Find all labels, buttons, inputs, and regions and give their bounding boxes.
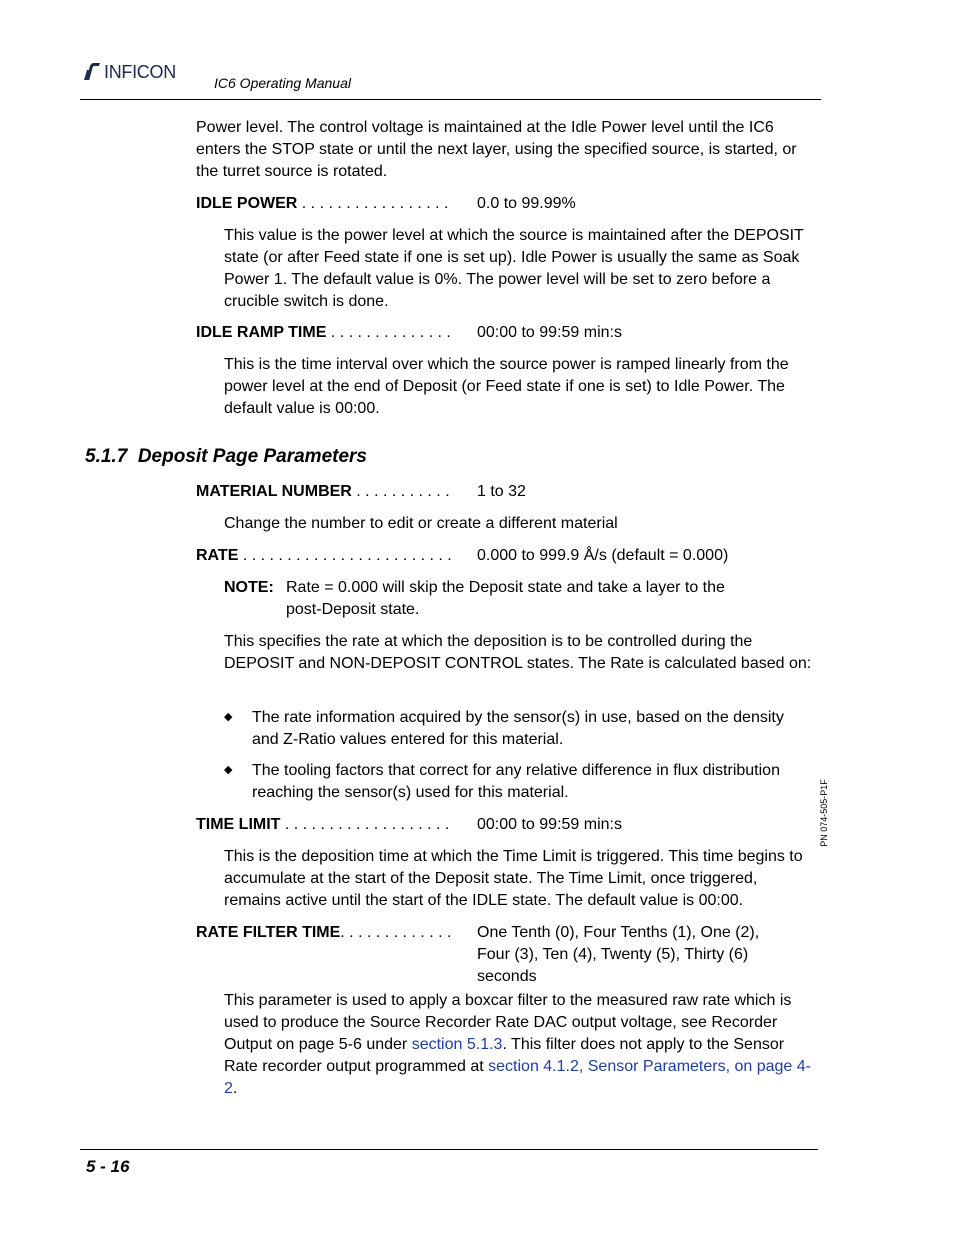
bullet-text: The tooling factors that correct for any relative difference in flux distribution reaching the sensor(s) used for this material. — [252, 762, 780, 801]
section-5-1-3-link[interactable]: section 5.1.3 — [411, 1036, 503, 1053]
header-rule — [80, 99, 821, 100]
param-name: IDLE RAMP TIME — [196, 324, 327, 341]
section-4-1-2-link[interactable]: section 4.1.2, Sensor Parameters, on page 4-2 — [224, 1058, 811, 1097]
diamond-bullet-icon: ◆ — [224, 764, 233, 776]
leader-dots: . . . . . . . . . . . . . — [340, 924, 452, 941]
logo-wordmark: INFICON — [104, 61, 176, 82]
time-limit-description: This is the deposition time at which the Time Limit is triggered. This time begins to accumulate at the start of the Deposit state. The Time Limit, once triggered, remains active until the start of the IDLE state. The default value is 00:00. — [224, 848, 803, 909]
param-value: 0.0 to 99.99% — [477, 195, 576, 212]
section-title: Deposit Page Parameters — [137, 446, 367, 467]
description-text: This parameter is used to apply a boxcar filter to the measured raw rate which is used to produce the Source Recorder Rate DAC output voltage, see Recorder Output on page 5-6 under — [224, 992, 792, 1053]
param-name: RATE — [196, 547, 239, 564]
note-line-2: post-Deposit state. — [286, 601, 420, 618]
param-time-limit — [196, 814, 810, 836]
idle-power-description: This value is the power level at which the source is maintained after the DEPOSIT state (or after Feed state if one is set up). Idle Power is usually the same as Soak Power 1. The default value is 0%. The power level will be set to zero before a crucible switch is done. — [224, 227, 804, 310]
param-name: IDLE POWER — [196, 195, 298, 212]
diamond-bullet-icon: ◆ — [224, 711, 233, 723]
param-idle-power — [196, 193, 810, 215]
param-value: 0.000 to 999.9 Å/s (default = 0.000) — [477, 547, 729, 564]
param-value: 00:00 to 99:59 min:s — [477, 324, 622, 341]
rate-note — [224, 577, 814, 621]
rate-filter-time-description — [224, 990, 814, 1100]
manual-title: IC6 Operating Manual — [214, 75, 351, 91]
leader-dots: . . . . . . . . . . . . . . . . . — [297, 195, 449, 212]
leader-dots: . . . . . . . . . . . . . . — [326, 324, 451, 341]
footer-rule — [80, 1149, 818, 1150]
param-material-number — [196, 481, 810, 503]
leader-dots: . . . . . . . . . . . . . . . . . . . . . . . . — [238, 547, 452, 564]
leader-dots: . . . . . . . . . . . . . . . . . . . — [280, 816, 450, 833]
param-name: TIME LIMIT — [196, 816, 281, 833]
param-name: MATERIAL NUMBER — [196, 483, 352, 500]
inficon-logo-icon — [82, 62, 102, 82]
rate-description: This specifies the rate at which the deposition is to be controlled during the DEPOSIT and NON-DEPOSIT CONTROL states. The Rate is calculated based on: — [224, 633, 812, 672]
param-value: One Tenth (0), Four Tenths (1), One (2), Four (3), Ten (4), Twenty (5), Thirty (6) seconds — [477, 924, 760, 985]
idle-ramp-time-description: This is the time interval over which the source power is ramped linearly from the power level at the end of Deposit (or Feed state if one is set) to Idle Power. The default value is 00:00. — [224, 356, 789, 417]
page-number: 5 - 16 — [86, 1157, 130, 1176]
param-rate — [196, 545, 810, 567]
param-name: RATE FILTER TIME — [196, 924, 341, 941]
note-line-1: Rate = 0.000 will skip the Deposit state and take a layer to the — [286, 579, 725, 596]
param-value: 00:00 to 99:59 min:s — [477, 816, 622, 833]
part-number: PN 074-505-P1F — [818, 779, 829, 847]
note-label: NOTE: — [224, 579, 274, 596]
param-idle-ramp-time — [196, 322, 810, 344]
leader-dots: . . . . . . . . . . . — [351, 483, 450, 500]
section-number: 5.1.7 — [85, 446, 128, 467]
description-text: . This filter does not apply to the Sensor Rate recorder output programmed at — [224, 1036, 785, 1075]
param-value: 1 to 32 — [477, 483, 526, 500]
description-text: . — [232, 1080, 238, 1097]
param-rate-filter-time — [196, 922, 810, 985]
inficon-logo — [82, 61, 176, 83]
intro-paragraph: Power level. The control voltage is maintained at the Idle Power level until the IC6 enters the STOP state or until the next layer, using the specified source, is started, or the turret source is rotated. — [196, 119, 797, 180]
material-number-description: Change the number to edit or create a different material — [224, 515, 618, 532]
bullet-text: The rate information acquired by the sensor(s) in use, based on the density and Z-Ratio values entered for this material. — [252, 709, 784, 748]
section-heading — [85, 446, 367, 468]
